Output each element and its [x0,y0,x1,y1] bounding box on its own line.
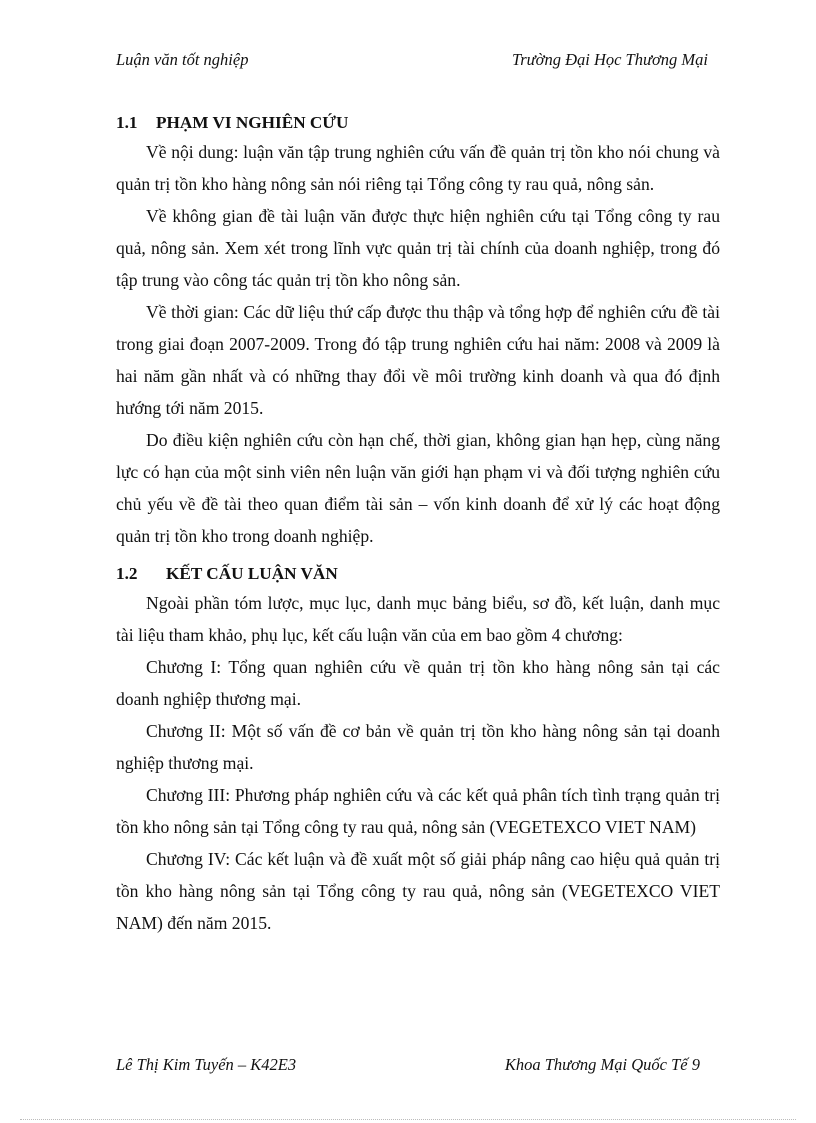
section-title: KẾT CẤU LUẬN VĂN [166,564,338,583]
paragraph-limitations: Do điều kiện nghiên cứu còn hạn chế, thời gian, không gian hạn hẹp, cùng năng lực có hạn của một sinh viên nên luận văn giới hạn phạm vi và đối tượng nghiên cứu chủ yếu về đề tài theo quan điểm tài sản – vốn kinh doanh để xử lý các hoạt động quản trị tồn kho trong doanh nghiệp. [116,430,720,546]
page-number: 9 [691,1055,700,1074]
section-number: 1.2 [116,564,138,583]
paragraph-chapter-1: Chương I: Tổng quan nghiên cứu về quản trị tồn kho hàng nông sản tại các doanh nghiệp thương mại. [116,657,720,709]
page-bottom-divider [20,1119,796,1120]
section-number: 1.1 [116,113,138,132]
header-university-name: Trường Đại Học Thương Mại [511,50,708,69]
footer-faculty [505,1055,700,1075]
paragraph-space-scope: Về không gian đề tài luận văn được thực hiện nghiên cứu tại Tổng công ty rau quả, nông sản. Xem xét trong lĩnh vực quản trị tài chính của doanh nghiệp, trong đó tập trung vào công tác quản trị tồn kho nông sản. [116,206,720,290]
paragraph-chapter-2: Chương II: Một số vấn đề cơ bản về quản trị tồn kho hàng nông sản tại doanh nghiệp thương mại. [116,721,720,773]
paragraph-chapter-3: Chương III: Phương pháp nghiên cứu và các kết quả phân tích tình trạng quản trị tồn kho nông sản tại Tổng công ty rau quả, nông sản (VEGETEXCO VIET NAM) [116,785,720,837]
section-title: PHẠM VI NGHIÊN CỨU [156,113,349,132]
paragraph-content-scope: Về nội dung: luận văn tập trung nghiên cứu vấn đề quản trị tồn kho nói chung và quản trị tồn kho hàng nông sản nói riêng tại Tổng công ty rau quả, nông sản. [116,142,720,194]
page-body [116,110,720,939]
section-heading-scope [116,110,720,136]
paragraph-time-scope: Về thời gian: Các dữ liệu thứ cấp được thu thập và tổng hợp để nghiên cứu đề tài trong giai đoạn 2007-2009. Trong đó tập trung nghiên cứu hai năm: 2008 và 2009 là hai năm gần nhất và có những thay đổi về môi trường kinh doanh và qua đó định hướng tới năm 2015. [116,302,720,418]
paragraph-chapter-4: Chương IV: Các kết luận và đề xuất một số giải pháp nâng cao hiệu quả quản trị tồn kho hàng nông sản tại Tổng công ty rau quả, nông sản (VEGETEXCO VIET NAM) đến năm 2015. [116,849,720,933]
footer-author: Lê Thị Kim Tuyến – K42E3 [116,1055,297,1074]
footer-faculty-text: Khoa Thương Mại Quốc Tế [504,1055,688,1074]
page-header [116,50,708,72]
section-heading-structure [116,561,720,587]
header-thesis-label: Luận văn tốt nghiệp [116,50,249,69]
page-footer [116,1055,700,1077]
paragraph-structure-intro: Ngoài phần tóm lược, mục lục, danh mục bảng biểu, sơ đồ, kết luận, danh mục tài liệu tham khảo, phụ lục, kết cấu luận văn của em bao gồm 4 chương: [116,593,720,645]
